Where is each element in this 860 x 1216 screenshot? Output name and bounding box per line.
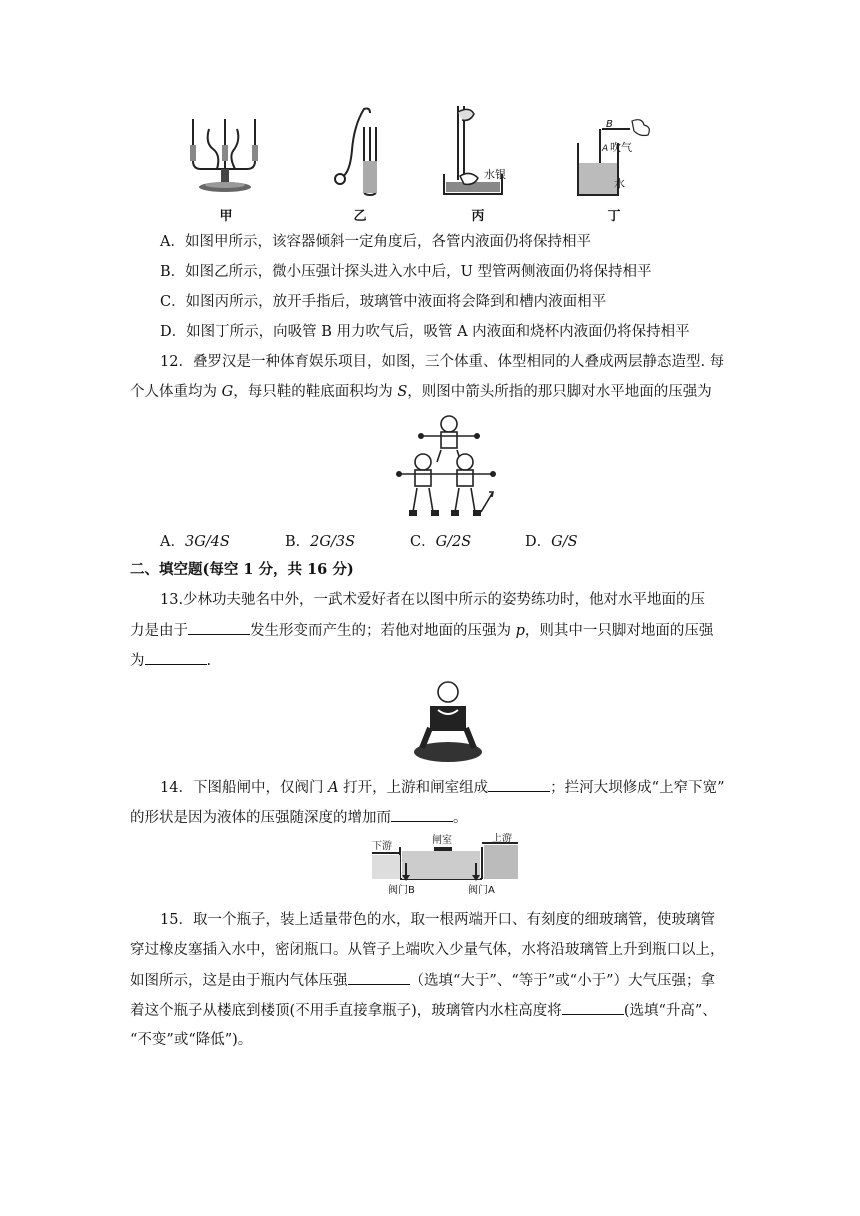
answer-blank[interactable] [145,650,207,665]
answer-blank[interactable] [188,620,250,635]
q15-text-line2: 穿过橡皮塞插入水中，密闭瓶口。从管子上端吹入少量气体，水将沿玻璃管上升到瓶口以上， [130,942,725,958]
q14-text-1a: 14．下图船闸中，仅阀门 [160,780,329,796]
downstream-label: 下游 [372,841,392,852]
q15-text-line5: “不变”或“降低”)。 [130,1032,253,1048]
figure-connected-vessel [185,115,265,197]
q12-option-d [525,530,578,551]
tube-b-label: B [606,119,613,130]
caption-ding: 丁 [607,209,621,224]
q12-text-2c: ，则图中箭头所指的那只脚对水平地面的压强为 [407,384,712,400]
q15-text-line3 [130,970,715,991]
q14-text-line1 [160,777,724,798]
q13-text-2b: 发生形变而产生的；若他对地面的压强为 [250,623,516,639]
q12-option-b-letter: B． [285,534,311,550]
q14-text-line2 [130,807,468,828]
q12-option-b [285,530,355,551]
q12-option-b-value: 2G/3S [310,534,356,550]
q12-option-d-value: G/S [551,534,578,550]
q14-text-1c: ；拦河大坝修成“上窄下宽” [550,780,725,796]
figure-kungfu-stance [408,676,488,764]
q15-text-4a: 着这个瓶子从楼底到楼顶(不用手直接拿瓶子)，玻璃管内水柱高度将 [130,1003,562,1019]
blow-label: 吹气 [610,141,632,154]
section-heading-fill-in: 二、填空题(每空 1 分，共 16 分) [130,561,354,578]
valve-a-label: 阀门A [468,885,495,896]
q12-option-a [160,530,230,551]
caption-jia: 甲 [219,209,233,224]
q12-text-line1: 12．叠罗汉是一种体育娱乐项目，如图，三个体重、体型相同的人叠成两层静态造型. 每 [160,354,725,370]
answer-blank[interactable] [562,1000,624,1015]
q13-text-2a: 力是由于 [130,623,188,639]
answer-blank[interactable] [391,807,453,822]
q11-option-b: B．如图乙所示，微小压强计探头进入水中后，U 型管两侧液面仍将保持相平 [160,264,652,280]
q12-option-a-letter: A． [160,534,185,550]
q13-text-line3 [130,650,211,671]
caption-bing: 丙 [471,209,485,224]
q12-option-c [410,530,471,551]
caption-yi: 乙 [353,209,367,224]
q15-text-3b: （选填“大于”、“等于”或“小于”）大气压强；拿 [409,973,715,989]
q13-text-line2 [130,620,713,641]
valve-b-label: 阀门B [388,885,415,896]
figure-human-pyramid [393,412,505,522]
q12-var-s: S [397,384,408,400]
chamber-label: 闸室 [432,835,452,846]
figure-u-tube-manometer [330,105,390,200]
q15-text-4b: (选填“升高”、 [623,1003,717,1019]
figure-ship-lock [370,833,520,897]
q14-var-a: A [328,780,339,796]
q12-option-c-letter: C． [410,534,436,550]
q12-option-a-value: 3G/4S [184,534,230,550]
q14-text-2b: 。 [453,810,468,826]
q15-text-3a: 如图所示，这是由于瓶内气体压强 [130,973,348,989]
q12-var-g: G [221,384,234,400]
mercury-label: 水银 [484,168,506,181]
figure-mercury-tube [440,100,510,198]
q12-option-c-value: G/2S [435,534,472,550]
q12-text-2a: 个人体重均为 [130,384,222,400]
upstream-label: 上游 [492,833,512,844]
q11-option-c: C．如图丙所示，放开手指后，玻璃管中液面将会降到和槽内液面相平 [160,294,607,310]
q13-text-line1: 13.少林功夫驰名中外，一武术爱好者在以图中所示的姿势练功时，他对水平地面的压 [160,592,706,608]
q15-text-line1: 15．取一个瓶子，装上适量带色的水，取一根两端开口、有刻度的细玻璃管，使玻璃管 [160,912,715,928]
q14-text-2a: 的形状是因为液体的压强随深度的增加而 [130,810,391,826]
water-label: 水 [614,177,625,190]
q12-text-2b: ，每只鞋的鞋底面积均为 [233,384,398,400]
q15-text-line4 [130,1000,717,1021]
answer-blank[interactable] [348,970,410,985]
answer-blank[interactable] [488,777,550,792]
q12-option-d-letter: D． [525,534,552,550]
q12-text-line2 [130,382,712,402]
q13-var-p: p [515,623,525,639]
q13-text-3a: 为 [130,653,145,669]
figure-blow-straw [570,115,660,200]
q11-option-d: D．如图丁所示，向吸管 B 用力吹气后，吸管 A 内液面和烧杯内液面仍将保持相平 [160,324,690,340]
q13-text-3b: . [206,653,212,669]
q14-text-1b: 打开，上游和闸室组成 [338,780,489,796]
q11-option-a: A．如图甲所示，该容器倾斜一定角度后，各管内液面仍将保持相平 [160,234,591,250]
q13-text-2c: ，则其中一只脚对地面的压强 [524,623,714,639]
tube-a-label: A [602,144,609,154]
